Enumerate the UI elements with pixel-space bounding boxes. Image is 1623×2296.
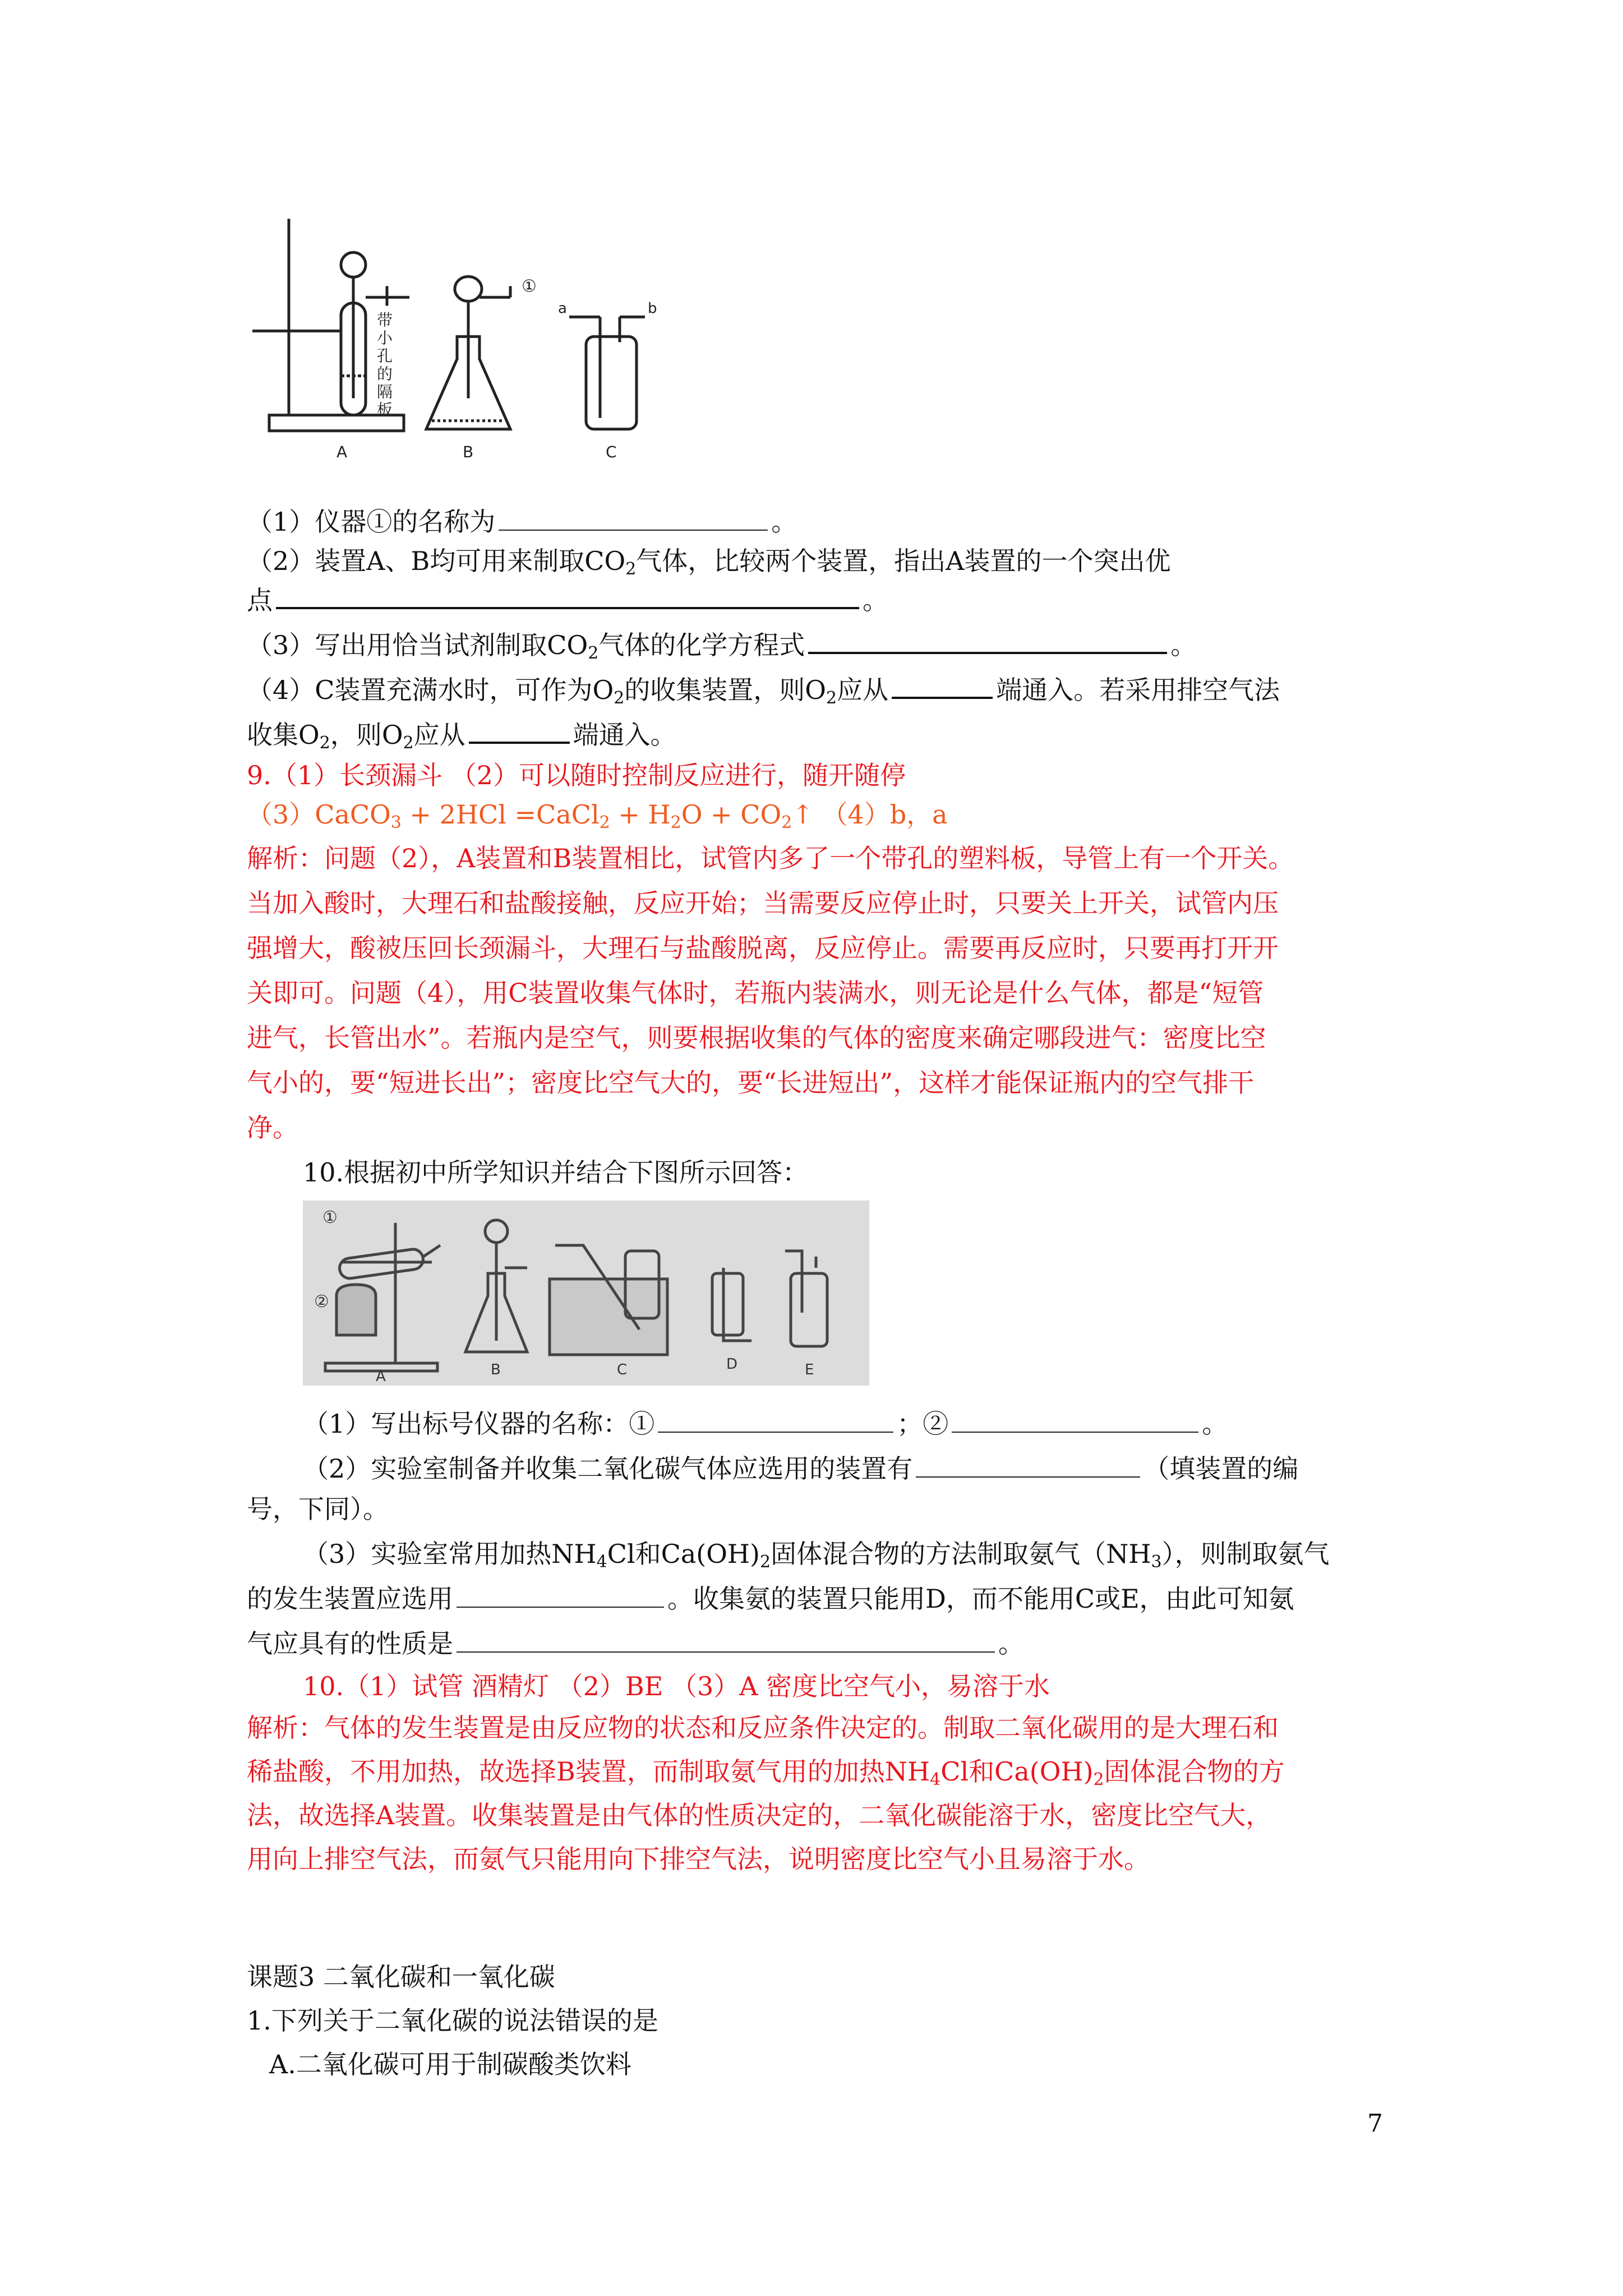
fig2-label-c: C <box>617 1361 628 1378</box>
a9-line2: （3）CaCO$_3$ + 2HCl =CaCl$_2$ + $H_2O$ + $CO_2↑$ （4）b，a <box>247 799 948 832</box>
a9-explain-1: 解析：问题（2），A装置和B装置相比，试管内多了一个带孔的塑料板，导管上有一个开关。 <box>247 843 1294 873</box>
marker-1: ① <box>522 277 537 296</box>
fig2-marker-2: ② <box>314 1292 329 1312</box>
port-a-label: a <box>558 300 567 317</box>
q9-part1: （1）仪器①的名称为 。 <box>247 507 797 537</box>
a9-line1: 9.（1）长颈漏斗 （2）可以随时控制反应进行，随开随停 <box>247 760 906 790</box>
q10-part1: （1）写出标号仪器的名称：① ；② 。 <box>303 1409 1228 1439</box>
fig-label-a: A <box>336 443 348 460</box>
a9-explain-4: 关即可。问题（4），用C装置收集气体时，若瓶内装满水，则无论是什么气体，都是“短管 <box>247 978 1264 1008</box>
q9-part2-line1: （2）装置A、B均可用来制取$CO_2$气体，比较两个装置，指出A装置的一个突出优 <box>247 546 1171 579</box>
q10-intro: 10.根据初中所学知识并结合下图所示回答： <box>303 1157 809 1188</box>
q9-part4-line2: 收集$O_2$，则$O_2$应从 端通入。 <box>247 718 676 760</box>
q10-part3-line2: 的发生装置应选用 。收集氨的装置只能用D，而不能用C或E，由此可知氨 <box>247 1584 1294 1614</box>
answer-blank[interactable] <box>469 718 570 744</box>
fig2-label-e: E <box>805 1361 814 1378</box>
q9-part4-line1: （4）C装置充满水时，可作为$O_2$的收集装置，则$O_2$应从 端通入。若采用排空气法 <box>247 673 1280 715</box>
q10-part3-line1: （3）实验室常用加热$NH_4Cl$和$Ca(OH)_2$固体混合物的方法制取氨气$(NH_3)$，则制取氨气 <box>303 1539 1330 1572</box>
section-title: 课题3 二氧化碳和一氧化碳 <box>247 1962 555 1992</box>
section-q1: 1.下列关于二氧化碳的说法错误的是 <box>247 2005 658 2036</box>
svg-text:小: 小 <box>377 329 393 347</box>
a10-line1: 10.（1）试管 酒精灯 （2）BE （3）A 密度比空气小，易溶于水 <box>303 1671 1050 1701</box>
svg-text:板: 板 <box>377 401 393 419</box>
q10-part2-line2: 号，下同）。 <box>247 1494 389 1524</box>
q10-part3-line3: 气应具有的性质是 。 <box>247 1628 1024 1659</box>
answer-blank[interactable] <box>952 1408 1198 1433</box>
fig2-marker-1: ① <box>322 1208 338 1227</box>
q9-part3: （3）写出用恰当试剂制取$CO_2$气体的化学方程式 。 <box>247 628 1196 670</box>
fig2-label-d: D <box>726 1356 738 1373</box>
svg-text:隔: 隔 <box>377 383 393 401</box>
q10-part2-line1: （2）实验室制备并收集二氧化碳气体应选用的装置有 （填装置的编 <box>303 1453 1299 1484</box>
svg-text:孔: 孔 <box>377 347 393 365</box>
port-b-label: b <box>648 300 657 317</box>
section-q1-option-a: A.二氧化碳可用于制碳酸类饮料 <box>269 2049 631 2079</box>
svg-text:带: 带 <box>377 311 393 329</box>
answer-blank[interactable] <box>499 506 768 531</box>
fig-label-c: C <box>606 443 617 460</box>
answer-blank[interactable] <box>457 1628 995 1653</box>
apparatus-figure-abcde <box>303 1200 869 1386</box>
answer-blank[interactable] <box>457 1583 664 1608</box>
a9-explain-7: 净。 <box>247 1112 298 1143</box>
a10-explain-2: 稀盐酸，不用加热，故选择B装置，而制取氨气用的加热$NH_4Cl$和$Ca(OH)_2$固体混合物的方 <box>247 1756 1285 1789</box>
a9-explain-5: 进气，长管出水”。若瓶内是空气，则要根据收集的气体的密度来确定哪段进气：密度比空 <box>247 1023 1266 1053</box>
fig-label-b: B <box>463 443 474 460</box>
a10-explain-1: 解析：气体的发生装置是由反应物的状态和反应条件决定的。制取二氧化碳用的是大理石和 <box>247 1713 1279 1743</box>
answer-blank[interactable] <box>808 628 1167 654</box>
apparatus-figure-abc <box>247 213 695 460</box>
a9-explain-3: 强增大，酸被压回长颈漏斗，大理石与盐酸脱离，反应停止。需要再反应时，只要再打开开 <box>247 933 1279 963</box>
answer-blank[interactable] <box>892 673 993 699</box>
a10-explain-4: 用向上排空气法，而氨气只能用向下排空气法，说明密度比空气小且易溶于水。 <box>247 1844 1150 1874</box>
q9-part2-line2: 点 。 <box>247 583 888 617</box>
plate-annotation <box>377 311 393 419</box>
answer-blank[interactable] <box>276 583 859 609</box>
fig2-label-b: B <box>491 1361 501 1378</box>
svg-text:的: 的 <box>377 365 393 383</box>
fig2-label-a: A <box>376 1368 386 1385</box>
a10-explain-3: 法，故选择A装置。收集装置是由气体的性质决定的，二氧化碳能溶于水，密度比空气大， <box>247 1800 1272 1830</box>
a9-explain-6: 气小的，要“短进长出”；密度比空气大的，要“长进短出”，这样才能保证瓶内的空气排干 <box>247 1068 1255 1098</box>
answer-blank[interactable] <box>916 1453 1140 1478</box>
page-number: 7 <box>1367 2109 1383 2138</box>
a9-explain-2: 当加入酸时，大理石和盐酸接触，反应开始；当需要反应停止时，只要关上开关，试管内压 <box>247 888 1279 918</box>
answer-blank[interactable] <box>658 1408 893 1433</box>
